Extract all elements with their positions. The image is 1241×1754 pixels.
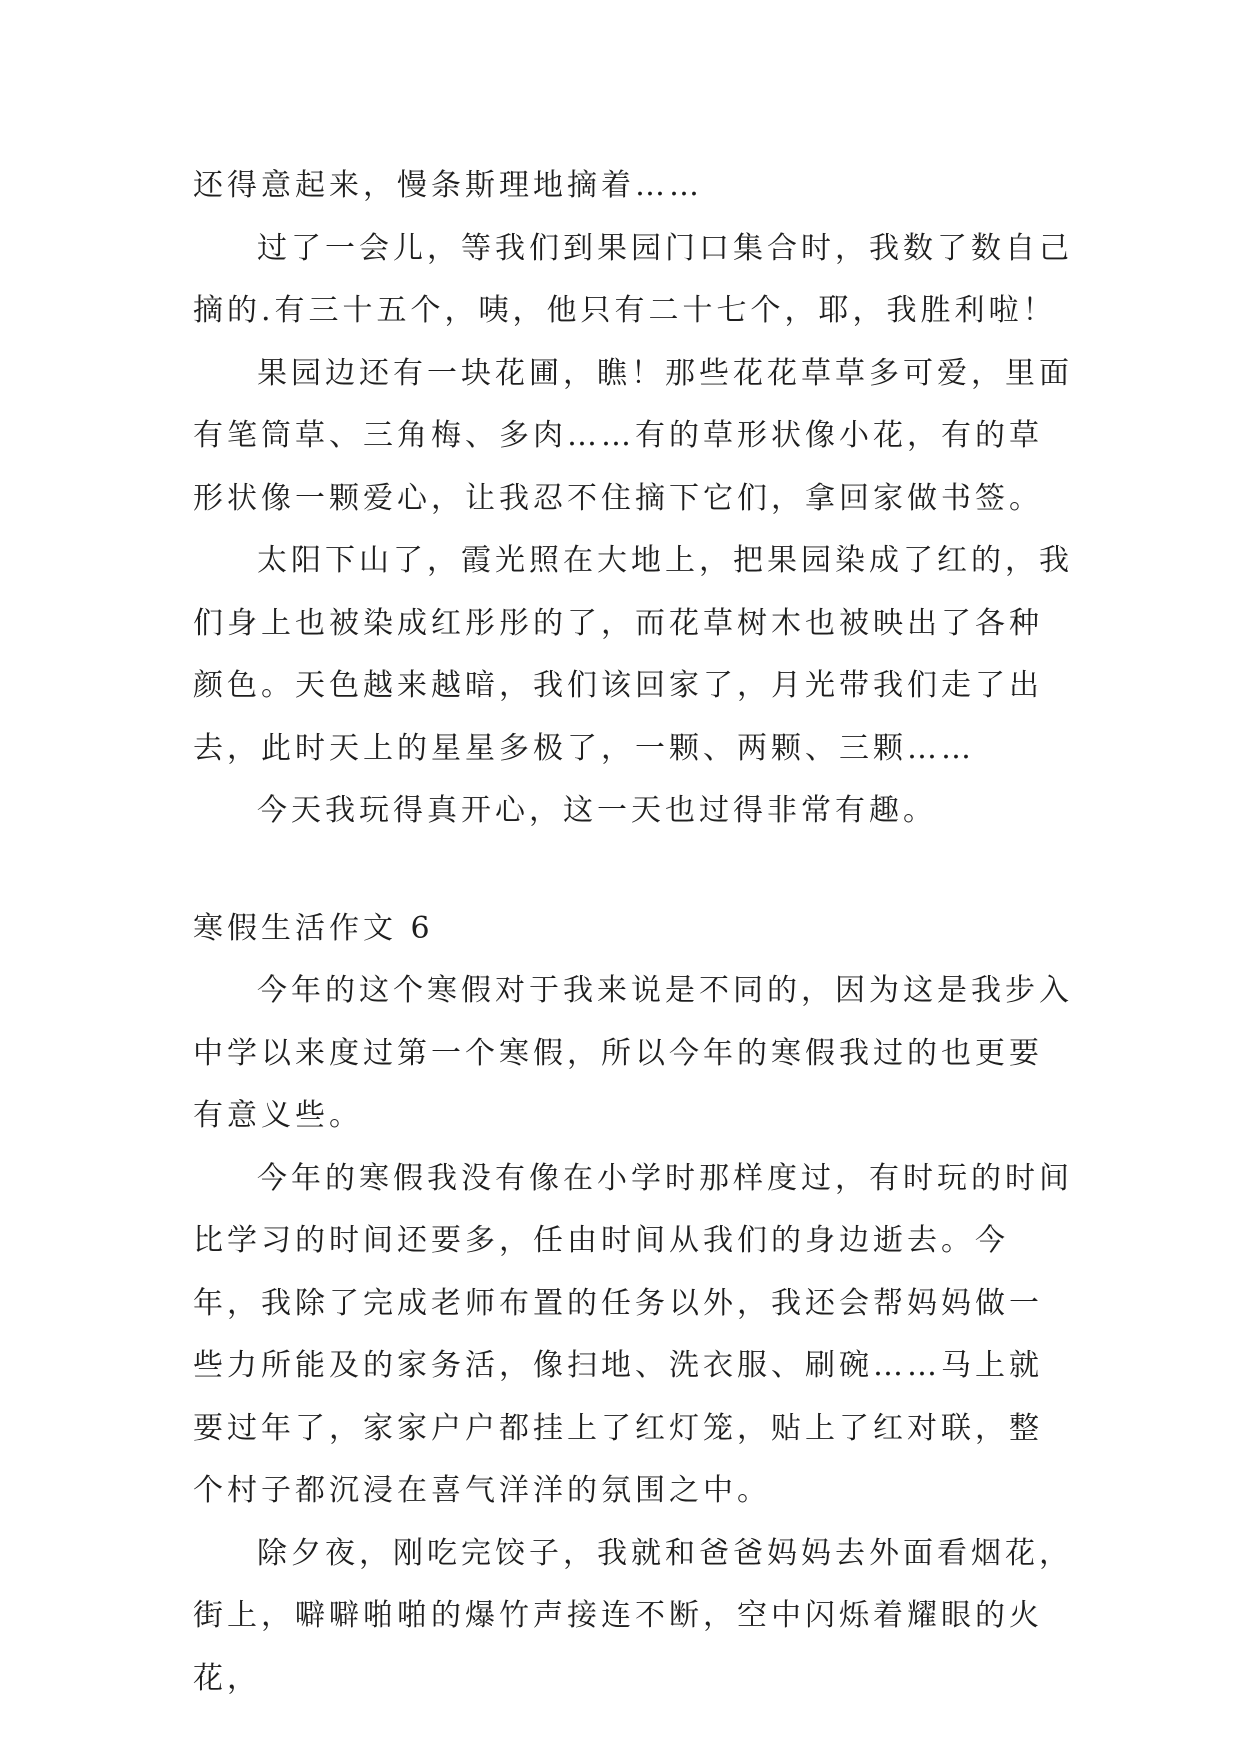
section-title: 寒假生活作文 6: [193, 910, 434, 946]
paragraph: 过了一会儿，等我们到果园门口集合时，我数了数自己摘的.有三十五个，咦，他只有二十七个，耶，我胜利啦！: [193, 230, 1073, 328]
document-body: [193, 155, 1073, 1710]
paragraph: 果园边还有一块花圃，瞧！那些花花草草多可爱，里面有笔筒草、三角梅、多肉……有的草形状像小花，有的草形状像一颗爱心，让我忍不住摘下它们，拿回家做书签。: [193, 355, 1073, 516]
paragraph: 今天我玩得真开心，这一天也过得非常有趣。: [257, 793, 937, 828]
paragraph-continuation: 还得意起来，慢条斯理地摘着……: [193, 168, 703, 203]
paragraph: 今年的寒假我没有像在小学时那样度过，有时玩的时间比学习的时间还要多，任由时间从我们的身边逝去。今年，我除了完成老师布置的任务以外，我还会帮妈妈做一些力所能及的家务活，像扫地、洗衣服、刷碗……马上就要过年了，家家户户都挂上了红灯笼，贴上了红对联，整个村子都沉浸在喜气洋洋的氛围之中。: [193, 1160, 1073, 1508]
paragraph: 今年的这个寒假对于我来说是不同的，因为这是我步入中学以来度过第一个寒假，所以今年的寒假我过的也更要有意义些。: [193, 973, 1073, 1133]
paragraph: 除夕夜，刚吃完饺子，我就和爸爸妈妈去外面看烟花，街上，噼噼啪啪的爆竹声接连不断，空中闪烁着耀眼的火花，: [193, 1535, 1073, 1696]
paragraph: 太阳下山了，霞光照在大地上，把果园染成了红的，我们身上也被染成红彤彤的了，而花草树木也被映出了各种颜色。天色越来越暗，我们该回家了，月光带我们走了出去，此时天上的星星多极了，一颗、两颗、三颗……: [193, 543, 1073, 766]
